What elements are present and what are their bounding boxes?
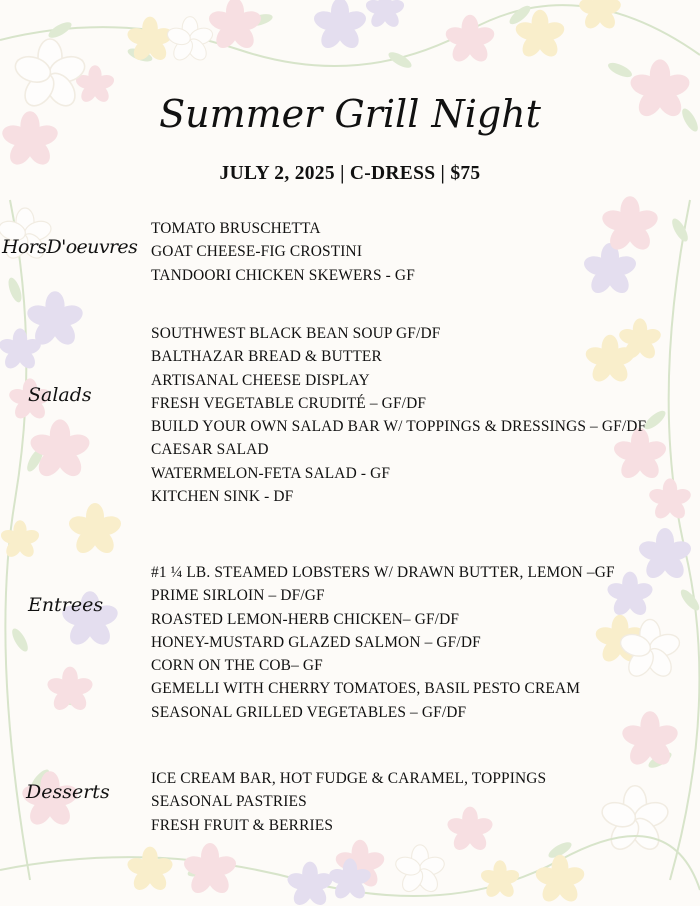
menu-item: ICE CREAM BAR, HOT FUDGE & CARAMEL, TOPPINGS bbox=[151, 770, 547, 787]
menu-item: GEMELLI WITH CHERRY TOMATOES, BASIL PESTO CREAM bbox=[151, 680, 581, 698]
menu-item: KITCHEN SINK - DF bbox=[151, 488, 294, 506]
menu-item: ARTISANAL CHEESE DISPLAY bbox=[151, 371, 370, 389]
menu-item: TOMATO BRUSCHETTA bbox=[151, 220, 321, 237]
menu-item: CORN ON THE COB– GF bbox=[151, 657, 323, 675]
menu-item: #1 ¼ LB. STEAMED LOBSTERS W/ DRAWN BUTTER, LEMON –GF bbox=[151, 564, 615, 581]
section-label-salads: Salads bbox=[28, 384, 92, 406]
menu-item: PRIME SIRLOIN – DF/GF bbox=[151, 587, 325, 605]
hors-doeuvres-list bbox=[151, 217, 415, 287]
event-subtitle: JULY 2, 2025 | C-DRESS | $75 bbox=[219, 163, 481, 184]
salads-list bbox=[151, 322, 646, 508]
menu-item: SOUTHWEST BLACK BEAN SOUP GF/DF bbox=[151, 325, 441, 342]
menu-item: BALTHAZAR BREAD & BUTTER bbox=[151, 348, 382, 366]
menu-item: GOAT CHEESE-FIG CROSTINI bbox=[151, 243, 363, 261]
menu-item: SEASONAL PASTRIES bbox=[151, 793, 307, 811]
menu-item: FRESH FRUIT & BERRIES bbox=[151, 816, 334, 834]
menu-item: WATERMELON-FETA SALAD - GF bbox=[151, 464, 391, 482]
section-label-desserts: Desserts bbox=[26, 781, 110, 803]
event-title: Summer Grill Night bbox=[159, 92, 541, 136]
section-label-entrees: Entrees bbox=[28, 594, 104, 616]
menu-item: HONEY-MUSTARD GLAZED SALMON – GF/DF bbox=[151, 633, 481, 651]
menu-item: BUILD YOUR OWN SALAD BAR W/ TOPPINGS & DRESSINGS – GF/DF bbox=[151, 418, 647, 436]
desserts-list bbox=[151, 767, 546, 837]
menu-item: ROASTED LEMON-HERB CHICKEN– GF/DF bbox=[151, 610, 460, 628]
menu-item: TANDOORI CHICKEN SKEWERS - GF bbox=[151, 266, 415, 284]
menu-item: SEASONAL GRILLED VEGETABLES – GF/DF bbox=[151, 703, 467, 721]
menu-item: FRESH VEGETABLE CRUDITÉ – GF/DF bbox=[151, 394, 427, 412]
entrees-list bbox=[151, 561, 615, 724]
menu-item: CAESAR SALAD bbox=[151, 441, 269, 459]
section-label-hors-doeuvres: HorsD'oeuvres bbox=[2, 236, 138, 258]
